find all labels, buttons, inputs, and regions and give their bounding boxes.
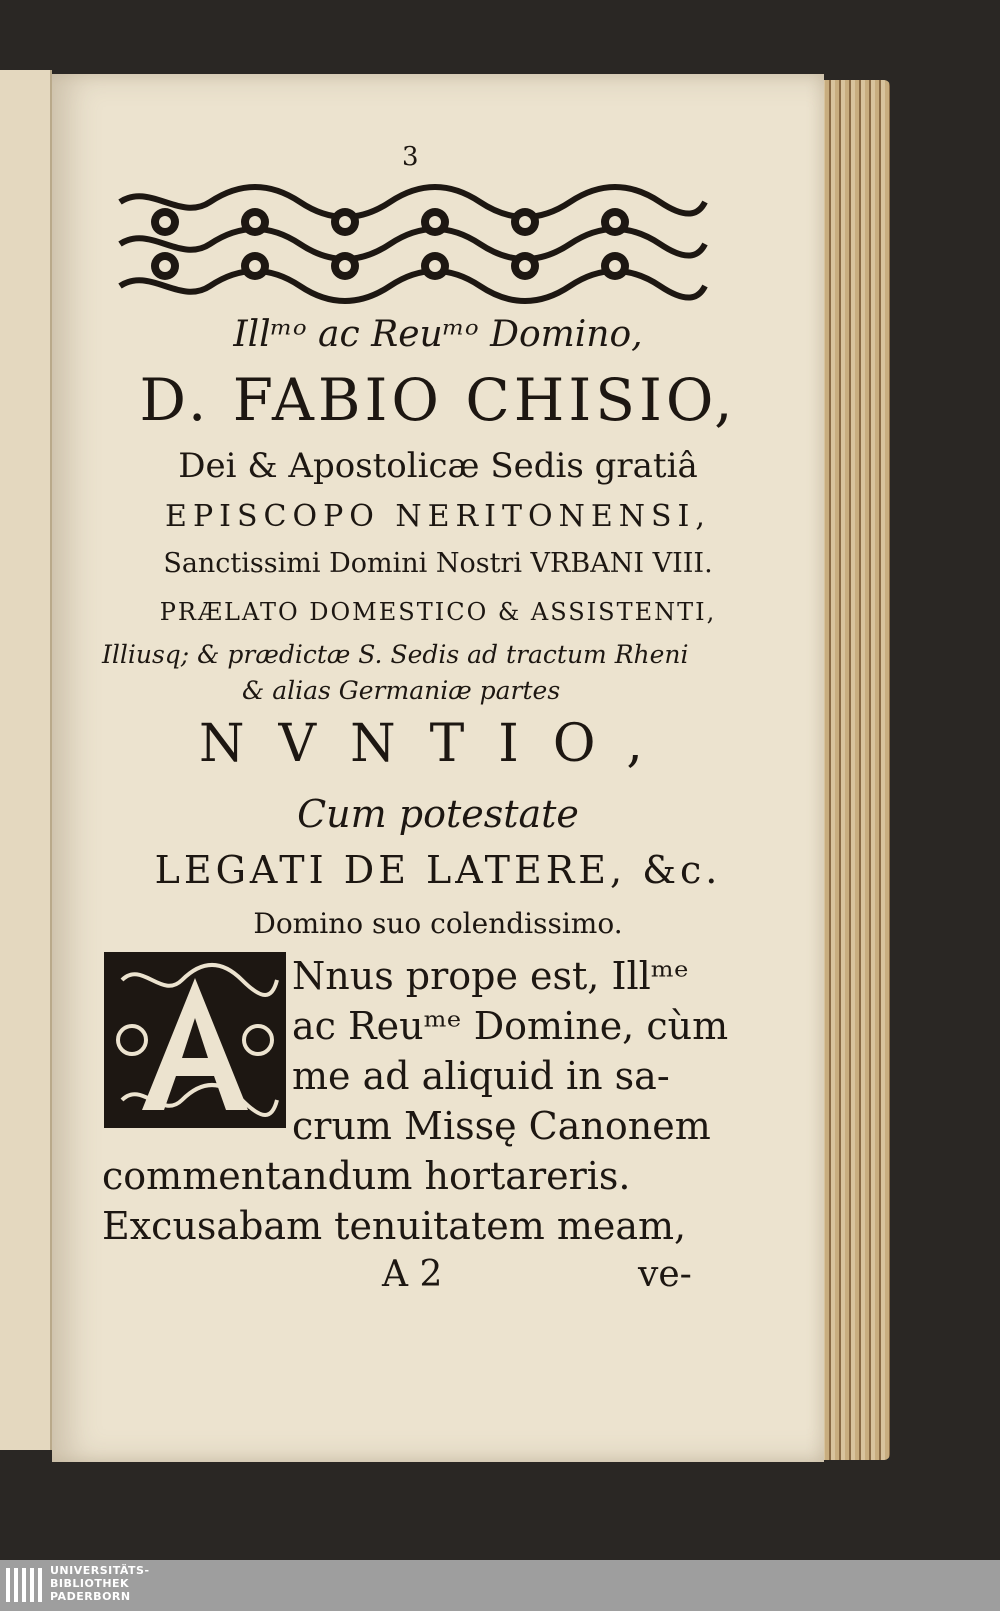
book-page <box>52 74 824 1462</box>
facing-page-edge <box>0 70 52 1450</box>
decorated-initial-a-icon <box>102 950 288 1130</box>
library-name-line: BIBLIOTHEK <box>50 1577 130 1590</box>
signature-mark: A 2 <box>382 1254 443 1295</box>
body-line: Excusabam tenuitatem meam, <box>102 1204 687 1248</box>
body-line: ac Reuᵐᵉ Domine, cùm <box>292 1004 729 1048</box>
title-line: Sanctissimi Domini Nostri VRBANI VIII. <box>163 548 713 579</box>
title-line: EPISCOPO NERITONENSI, <box>165 499 711 534</box>
body-line: crum Missę Canonem <box>292 1104 711 1148</box>
library-name-line: PADERBORN <box>50 1590 131 1603</box>
body-line: me ad aliquid in sa- <box>292 1054 670 1098</box>
title-line: Domino suo colendissimo. <box>253 907 623 940</box>
title-line: & alias Germaniæ partes <box>242 676 561 705</box>
title-line: NVNTIO, <box>199 714 677 774</box>
title-line: Dei & Apostolicæ Sedis gratiâ <box>178 446 698 486</box>
dedication-salutation: Illᵐᵒ ac Reuᵐᵒ Domino, <box>233 314 643 355</box>
page-edges <box>815 80 890 1460</box>
title-line: PRÆLATO DOMESTICO & ASSISTENTI, <box>159 598 717 626</box>
page-number: 3 <box>402 142 419 172</box>
library-name-line: UNIVERSITÄTS- <box>50 1564 150 1577</box>
title-line: Cum potestate <box>297 792 579 836</box>
catchword: ve- <box>638 1254 692 1295</box>
library-name <box>50 1564 150 1603</box>
dedicatee-name: D. FABIO CHISIO, <box>139 366 737 434</box>
body-line: commentandum hortareris. <box>102 1154 631 1198</box>
body-line: Nnus prope est, Illᵐᵉ <box>292 954 689 998</box>
title-line: Illiusq; & prædictæ S. Sedis ad tractum Rheni <box>102 640 689 669</box>
ornamental-headpiece <box>110 182 710 306</box>
library-footer-bar <box>0 1560 1000 1611</box>
title-line: LEGATI DE LATERE, &c. <box>154 848 722 892</box>
